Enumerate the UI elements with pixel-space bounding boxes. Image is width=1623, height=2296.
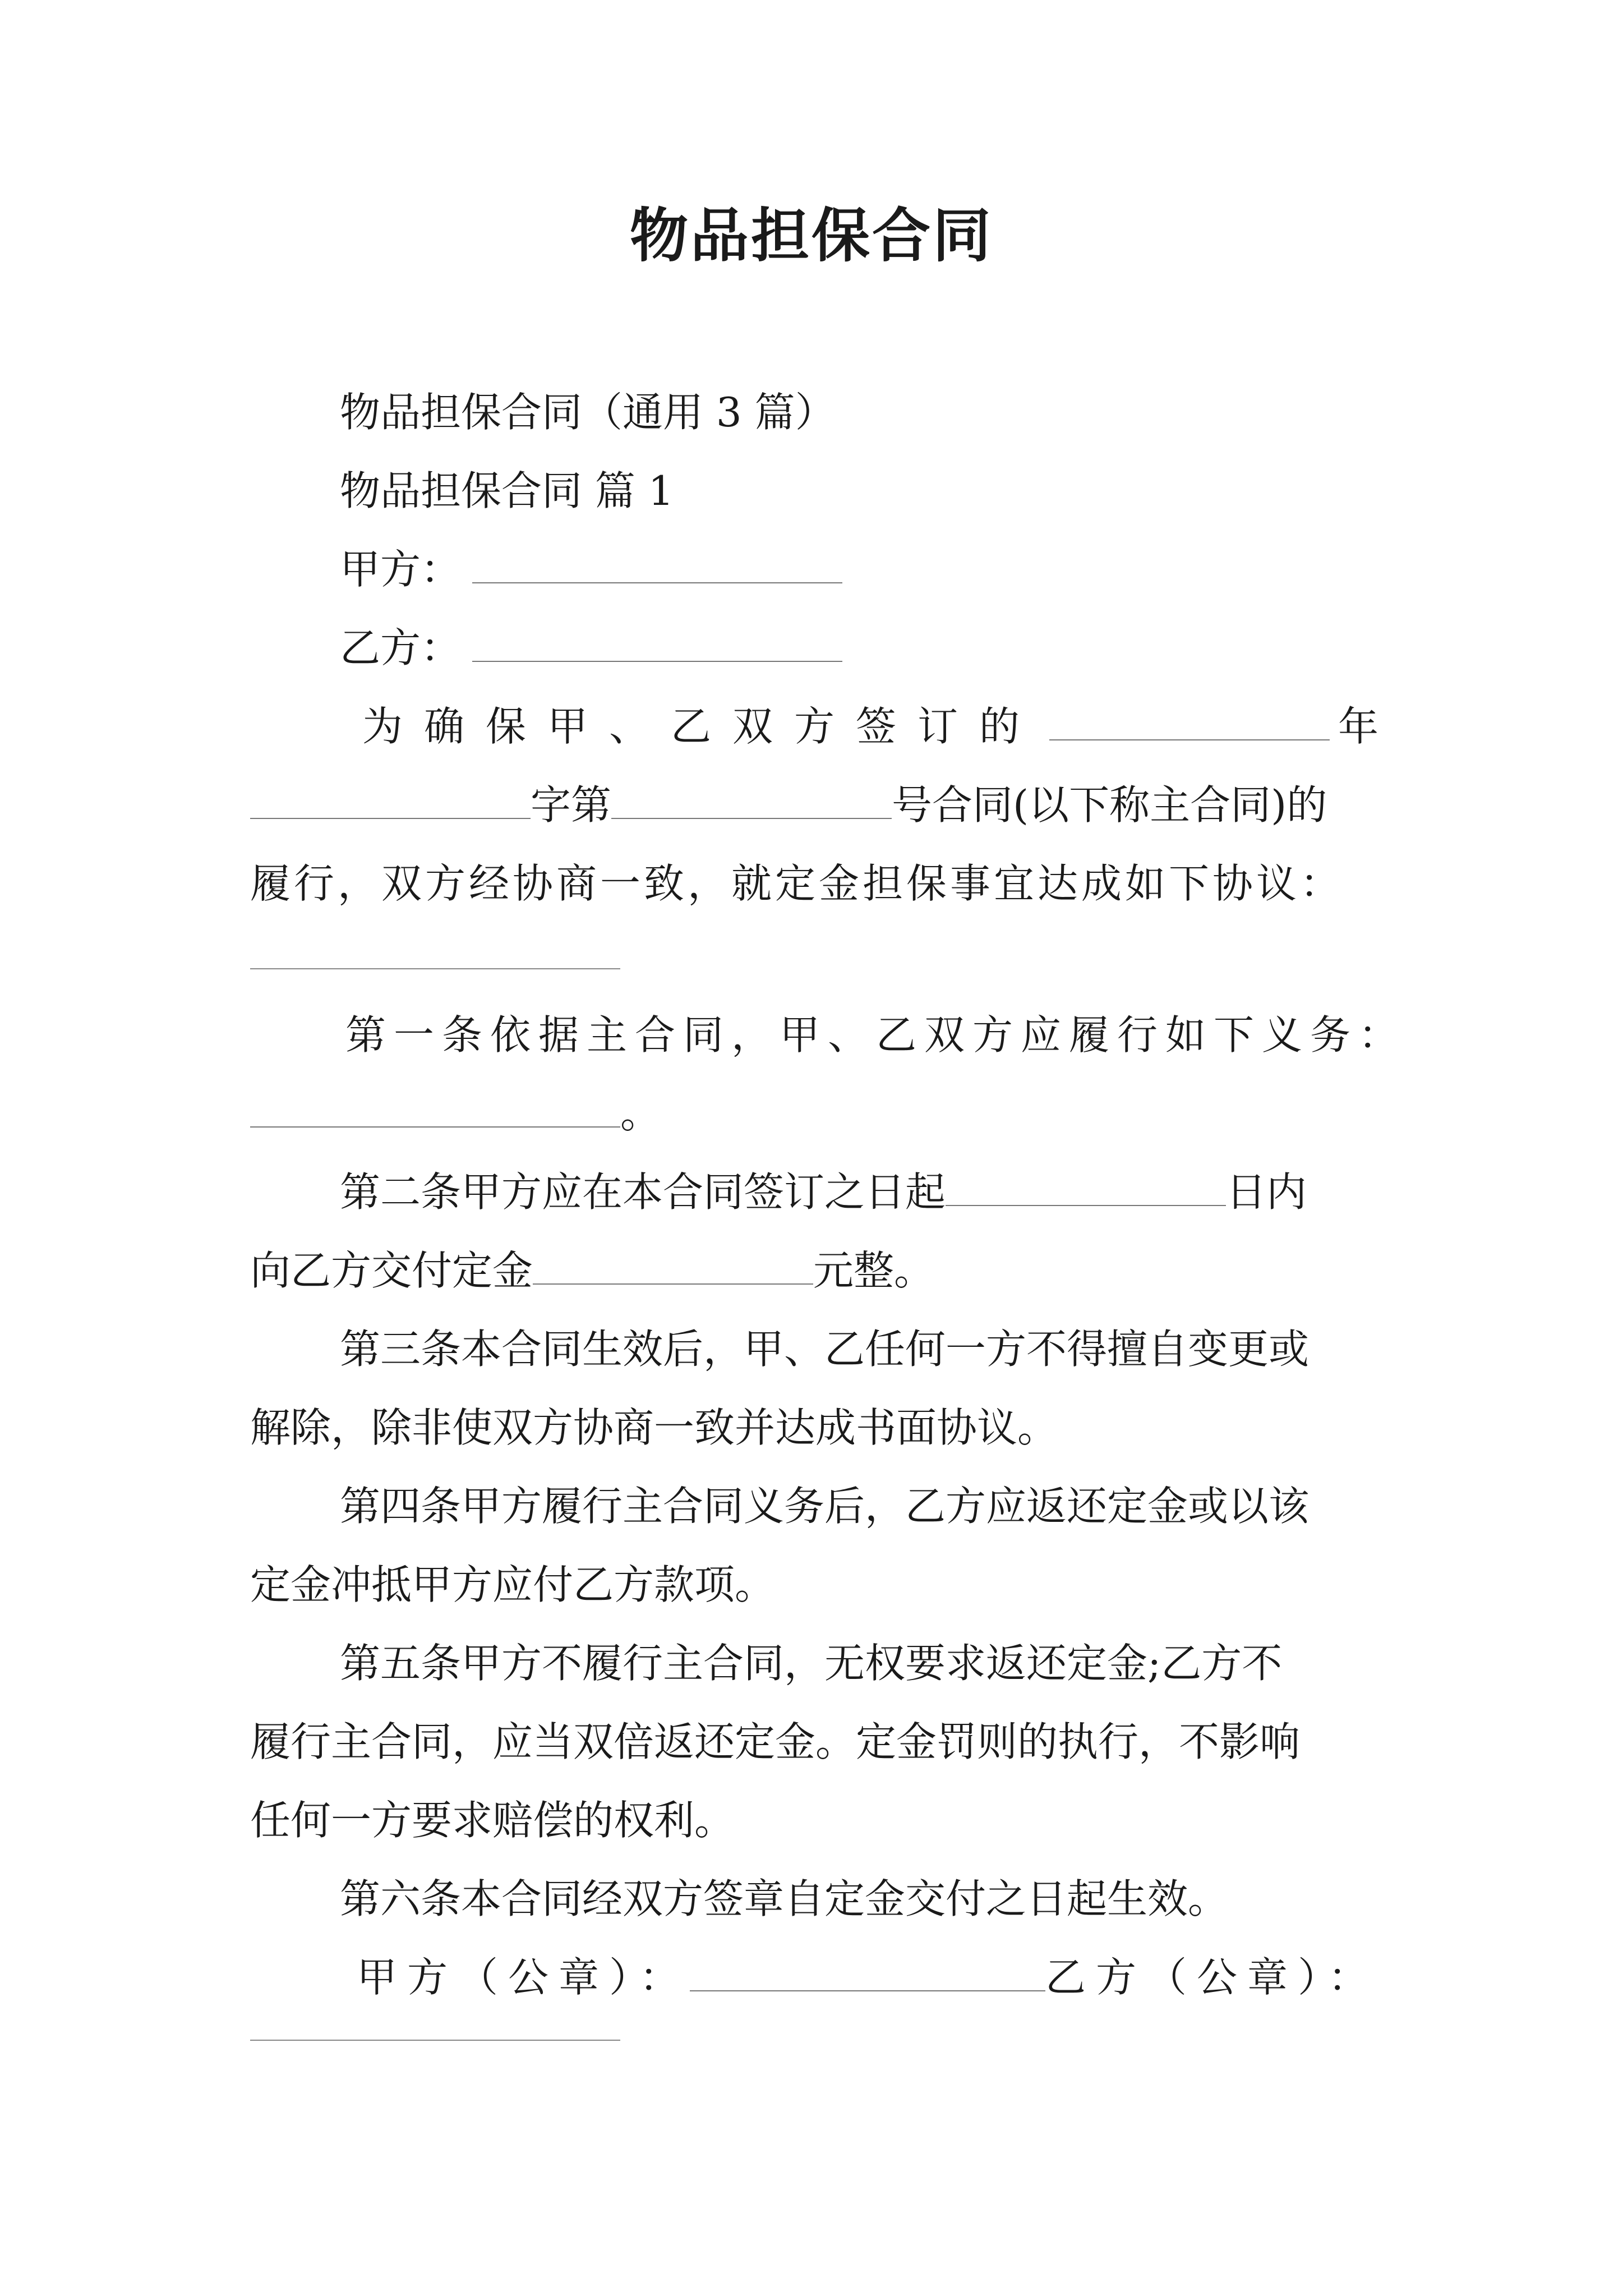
article-5-line-1: 第五条甲方不履行主合同，无权要求返还定金;乙方不 — [340, 1640, 1283, 1687]
party-a-label: 甲方： — [340, 546, 462, 593]
signature-b-blank — [250, 2040, 620, 2041]
subtitle: 物品担保合同（通用 3 篇） — [340, 389, 836, 436]
article-2-line-1 — [250, 1153, 1378, 1231]
article-3-line-2: 解除，除非使双方协商一致并达成书面协议。 — [250, 1404, 1058, 1451]
article-1-cont — [250, 1074, 1378, 1153]
signature-line — [250, 1938, 1378, 2017]
intro-year-label: 年 — [1338, 703, 1378, 750]
section-heading: 物品担保合同 篇 1 — [340, 467, 674, 514]
party-b-label: 乙方： — [340, 624, 462, 671]
days-blank — [946, 1171, 1226, 1206]
article-2-text-a: 第二条甲方应在本合同签订之日起 — [340, 1168, 946, 1216]
article-6: 第六条本合同经双方签章自定金交付之日起生效。 — [340, 1875, 1229, 1922]
party-b-blank — [472, 627, 842, 662]
article-2-text-c: 向乙方交付定金 — [250, 1247, 533, 1294]
party-a-line — [250, 530, 1378, 609]
obligation-blank — [250, 1093, 620, 1128]
intro-text-1: 为确保甲、乙双方签订的 — [362, 703, 1041, 750]
intro-line-3: 履行，双方经协商一致，就定金担保事宜达成如下协议： — [250, 860, 1344, 907]
document-title: 物品担保合同 — [629, 201, 993, 270]
article-5-line-3: 任何一方要求赔偿的权利。 — [250, 1797, 735, 1844]
intro-blank-line — [250, 968, 620, 969]
doc-number-blank — [611, 784, 892, 819]
article-4-line-2: 定金冲抵甲方应付乙方款项。 — [250, 1561, 776, 1608]
year-blank — [1049, 706, 1330, 740]
signature-a-blank — [690, 1957, 1045, 1991]
article-4-line-1: 第四条甲方履行主合同义务后，乙方应返还定金或以该 — [340, 1483, 1310, 1530]
article-2-line-2 — [250, 1231, 1378, 1310]
article-5-line-2: 履行主合同，应当双倍返还定金。定金罚则的执行，不影响 — [250, 1718, 1301, 1765]
signature-b-label: 乙方（公章）： — [1045, 1954, 1378, 2001]
article-2-text-b: 日内 — [1226, 1168, 1307, 1216]
doc-word-blank — [250, 784, 531, 819]
intro-text-2a: 字第 — [531, 781, 612, 829]
intro-line-1 — [250, 687, 1378, 766]
article-3-line-1: 第三条本合同生效后，甲、乙任何一方不得擅自变更或 — [340, 1326, 1310, 1373]
intro-text-2b: 号合同(以下称主合同)的 — [892, 781, 1327, 829]
party-b-line — [250, 609, 1378, 687]
article-1-end: 。 — [620, 1090, 661, 1137]
signature-a-label: 甲方（公章）： — [357, 1954, 690, 2001]
party-a-blank — [472, 549, 842, 583]
intro-line-2 — [250, 766, 1378, 844]
article-1: 第一条依据主合同，甲、乙双方应履行如下义务： — [345, 1011, 1407, 1059]
amount-blank — [533, 1250, 813, 1285]
article-2-text-d: 元整。 — [813, 1247, 935, 1294]
